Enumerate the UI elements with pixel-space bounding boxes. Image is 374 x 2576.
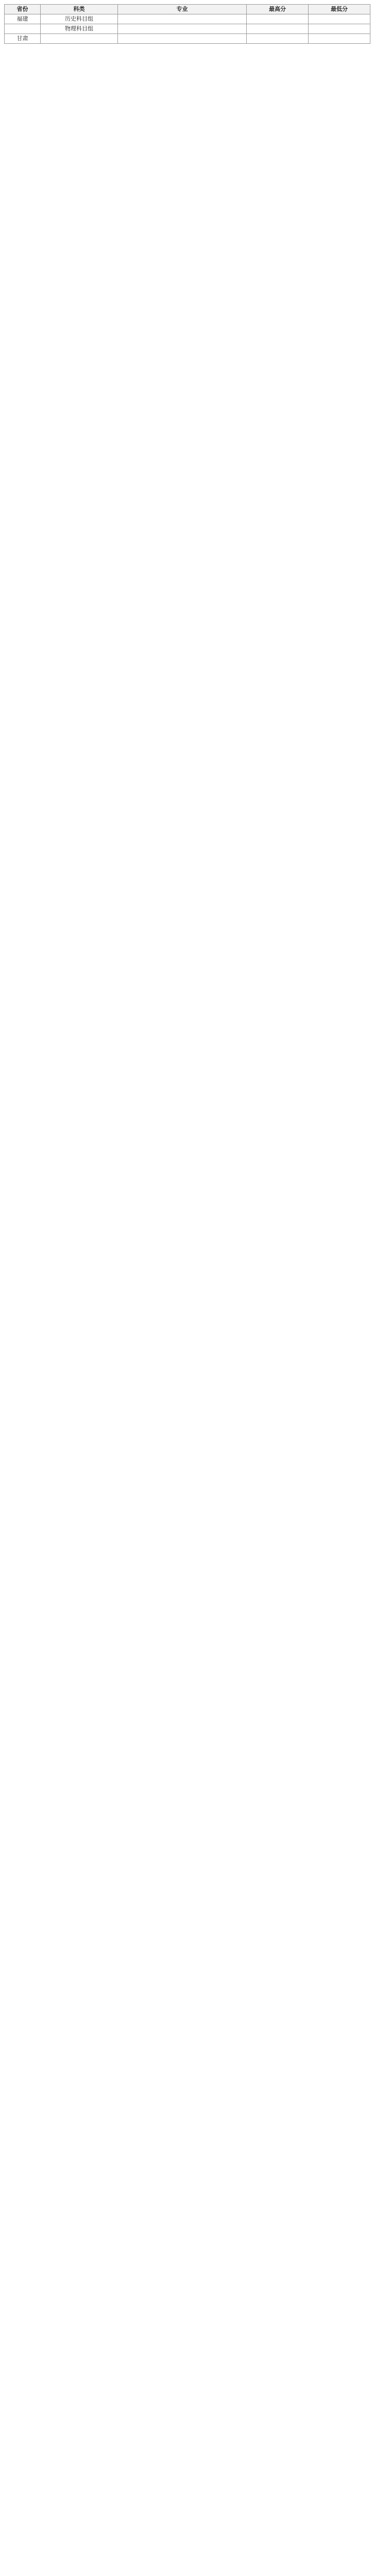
table-row: [5, 14, 370, 24]
cell-min-score: [309, 34, 370, 44]
cell-subject-type: 历史科目组: [41, 14, 118, 24]
cell-max-score: [247, 34, 309, 44]
cell-province: [5, 24, 41, 34]
header-province: 省份: [5, 5, 41, 14]
score-table-container: [4, 4, 370, 44]
cell-min-score: [309, 24, 370, 34]
header-max-score: 最高分: [247, 5, 309, 14]
cell-major: [118, 24, 247, 34]
cell-province: 福建: [5, 14, 41, 24]
header-major: 专业: [118, 5, 247, 14]
cell-max-score: [247, 14, 309, 24]
header-subject-type: 科类: [41, 5, 118, 14]
table-body: [5, 14, 370, 44]
cell-min-score: [309, 14, 370, 24]
cell-subject-type: 物理科目组: [41, 24, 118, 34]
cell-major: [118, 14, 247, 24]
cell-subject-type: [41, 34, 118, 44]
cell-major: [118, 34, 247, 44]
table-row: [5, 34, 370, 44]
header-min-score: 最低分: [309, 5, 370, 14]
table-row: [5, 24, 370, 34]
cell-max-score: [247, 24, 309, 34]
cell-province: 甘肃: [5, 34, 41, 44]
admission-score-table: [4, 4, 370, 44]
table-header-row: [5, 5, 370, 14]
